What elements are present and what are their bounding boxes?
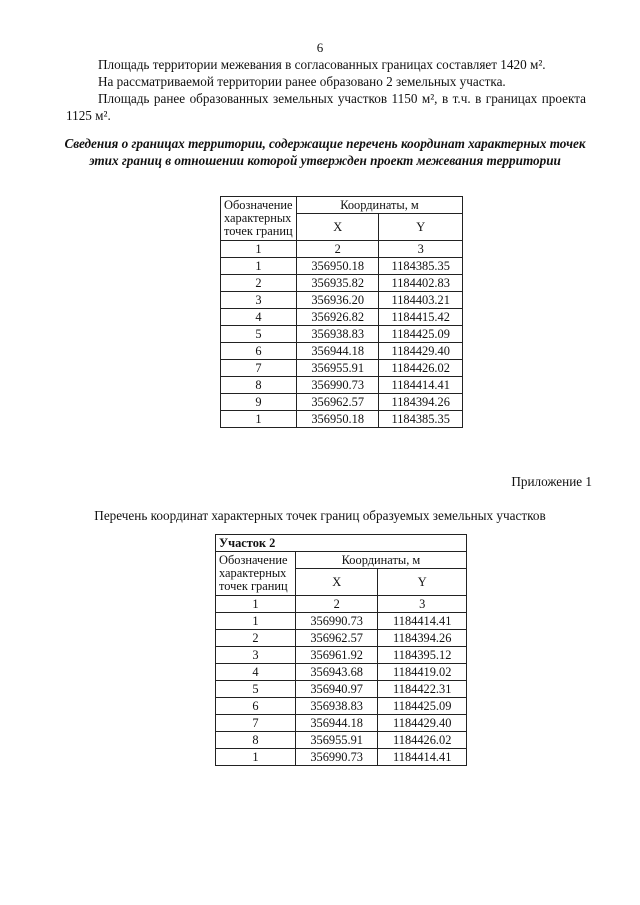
table-row bbox=[221, 343, 463, 360]
list-heading: Перечень координат характерных точек границ образуемых земельных участков bbox=[94, 508, 546, 523]
y-header: Y bbox=[379, 214, 463, 241]
table-row bbox=[216, 681, 467, 698]
table-row bbox=[216, 630, 467, 647]
boundary-coordinates-table bbox=[220, 196, 463, 428]
index-cell: 3 bbox=[378, 596, 467, 613]
point-number: 6 bbox=[216, 698, 296, 715]
y-coordinate: 1184385.35 bbox=[379, 411, 463, 428]
point-number: 1 bbox=[216, 613, 296, 630]
y-coordinate: 1184426.02 bbox=[378, 732, 467, 749]
point-number: 4 bbox=[216, 664, 296, 681]
x-coordinate: 356938.83 bbox=[295, 698, 378, 715]
x-header: X bbox=[296, 214, 378, 241]
table-row bbox=[216, 613, 467, 630]
paragraph-plots-count: На рассматриваемой территории ранее образовано 2 земельных участка. bbox=[98, 74, 506, 89]
index-row bbox=[216, 596, 467, 613]
y-coordinate: 1184429.40 bbox=[378, 715, 467, 732]
point-label-header: Обозначение характерных точек границ bbox=[221, 197, 297, 241]
index-row bbox=[221, 241, 463, 258]
x-coordinate: 356935.82 bbox=[296, 275, 378, 292]
y-coordinate: 1184394.26 bbox=[379, 394, 463, 411]
y-coordinate: 1184414.41 bbox=[379, 377, 463, 394]
point-number: 9 bbox=[221, 394, 297, 411]
table-row bbox=[221, 360, 463, 377]
y-coordinate: 1184385.35 bbox=[379, 258, 463, 275]
coordinates-header: Координаты, м bbox=[295, 552, 466, 569]
point-number: 7 bbox=[221, 360, 297, 377]
y-coordinate: 1184425.09 bbox=[378, 698, 467, 715]
point-number: 2 bbox=[216, 630, 296, 647]
plot-2-coordinates-table bbox=[215, 534, 467, 766]
table-row bbox=[216, 732, 467, 749]
table-row bbox=[216, 664, 467, 681]
x-coordinate: 356955.91 bbox=[296, 360, 378, 377]
point-number: 2 bbox=[221, 275, 297, 292]
table-header-row bbox=[221, 197, 463, 214]
table-row bbox=[221, 275, 463, 292]
table-row bbox=[216, 647, 467, 664]
x-coordinate: 356936.20 bbox=[296, 292, 378, 309]
point-number: 8 bbox=[221, 377, 297, 394]
table-title-row bbox=[216, 535, 467, 552]
point-number: 4 bbox=[221, 309, 297, 326]
table-row bbox=[216, 749, 467, 766]
y-coordinate: 1184395.12 bbox=[378, 647, 467, 664]
point-number: 1 bbox=[216, 749, 296, 766]
paragraph-area-total: Площадь территории межевания в согласованных границах составляет 1420 м². bbox=[98, 57, 546, 72]
index-cell: 1 bbox=[216, 596, 296, 613]
paragraph-plots-area: Площадь ранее образованных земельных участков 1150 м², в т.ч. в границах проекта 1125 м². bbox=[66, 91, 586, 123]
index-cell: 2 bbox=[295, 596, 378, 613]
y-coordinate: 1184403.21 bbox=[379, 292, 463, 309]
plot-title: Участок 2 bbox=[216, 535, 467, 552]
y-header: Y bbox=[378, 569, 467, 596]
table-header-row bbox=[216, 552, 467, 569]
x-coordinate: 356962.57 bbox=[296, 394, 378, 411]
x-coordinate: 356961.92 bbox=[295, 647, 378, 664]
point-number: 7 bbox=[216, 715, 296, 732]
page-number: 6 bbox=[316, 40, 324, 55]
point-number: 1 bbox=[221, 258, 297, 275]
x-coordinate: 356950.18 bbox=[296, 258, 378, 275]
y-coordinate: 1184422.31 bbox=[378, 681, 467, 698]
y-coordinate: 1184419.02 bbox=[378, 664, 467, 681]
x-coordinate: 356938.83 bbox=[296, 326, 378, 343]
y-coordinate: 1184425.09 bbox=[379, 326, 463, 343]
x-coordinate: 356955.91 bbox=[295, 732, 378, 749]
x-header: X bbox=[295, 569, 378, 596]
table-row bbox=[221, 411, 463, 428]
y-coordinate: 1184429.40 bbox=[379, 343, 463, 360]
y-coordinate: 1184394.26 bbox=[378, 630, 467, 647]
x-coordinate: 356962.57 bbox=[295, 630, 378, 647]
index-cell: 2 bbox=[296, 241, 378, 258]
coordinates-header: Координаты, м bbox=[296, 197, 462, 214]
table-row bbox=[221, 258, 463, 275]
y-coordinate: 1184426.02 bbox=[379, 360, 463, 377]
point-number: 3 bbox=[216, 647, 296, 664]
y-coordinate: 1184414.41 bbox=[378, 613, 467, 630]
x-coordinate: 356926.82 bbox=[296, 309, 378, 326]
point-number: 1 bbox=[221, 411, 297, 428]
x-coordinate: 356943.68 bbox=[295, 664, 378, 681]
table-row bbox=[221, 326, 463, 343]
x-coordinate: 356990.73 bbox=[296, 377, 378, 394]
y-coordinate: 1184402.83 bbox=[379, 275, 463, 292]
table-row bbox=[221, 292, 463, 309]
index-cell: 3 bbox=[379, 241, 463, 258]
point-number: 5 bbox=[221, 326, 297, 343]
x-coordinate: 356990.73 bbox=[295, 613, 378, 630]
x-coordinate: 356944.18 bbox=[296, 343, 378, 360]
point-number: 8 bbox=[216, 732, 296, 749]
point-number: 3 bbox=[221, 292, 297, 309]
y-coordinate: 1184414.41 bbox=[378, 749, 467, 766]
table-row bbox=[216, 715, 467, 732]
point-number: 6 bbox=[221, 343, 297, 360]
appendix-label: Приложение 1 bbox=[511, 474, 592, 489]
point-number: 5 bbox=[216, 681, 296, 698]
table-row bbox=[221, 377, 463, 394]
x-coordinate: 356950.18 bbox=[296, 411, 378, 428]
x-coordinate: 356944.18 bbox=[295, 715, 378, 732]
table-row bbox=[221, 394, 463, 411]
index-cell: 1 bbox=[221, 241, 297, 258]
y-coordinate: 1184415.42 bbox=[379, 309, 463, 326]
section-heading: Сведения о границах территории, содержащие перечень координат характерных точек этих границ в отношении которой утвержден проект межевания территории bbox=[64, 136, 586, 168]
x-coordinate: 356940.97 bbox=[295, 681, 378, 698]
table-row bbox=[221, 309, 463, 326]
x-coordinate: 356990.73 bbox=[295, 749, 378, 766]
table-row bbox=[216, 698, 467, 715]
point-label-header: Обозначение характерных точек границ bbox=[216, 552, 296, 596]
